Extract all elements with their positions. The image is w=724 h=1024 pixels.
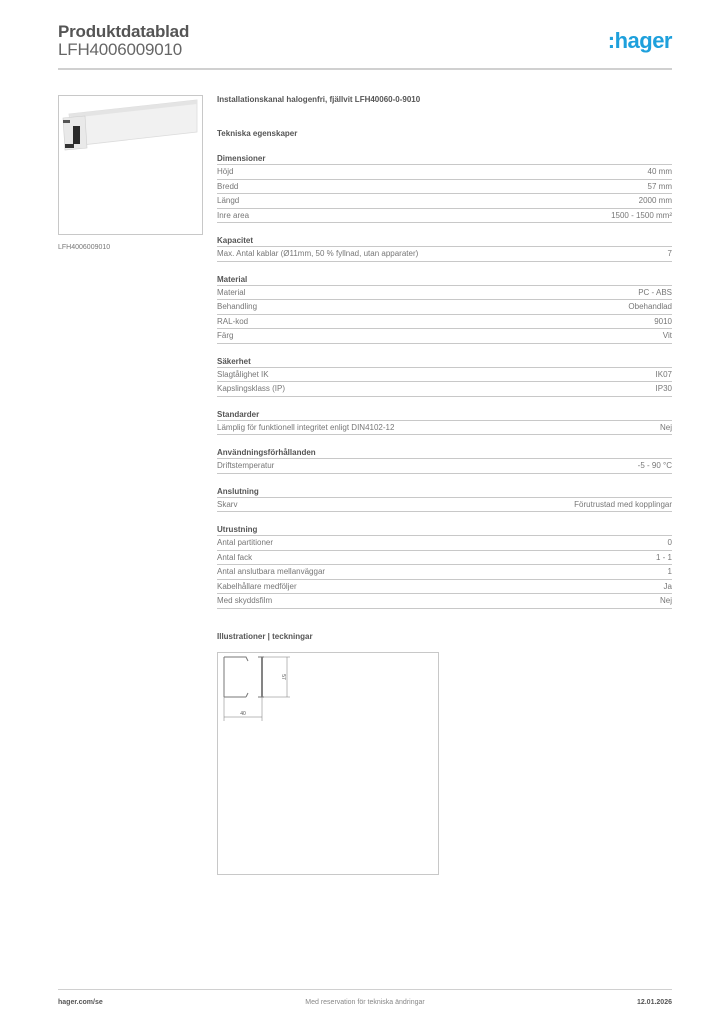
svg-text:57: 57 [280,674,286,680]
spec-label: Bredd [217,181,239,191]
spec-value: 1 [667,567,672,576]
spec-label: Material [217,287,246,297]
spec-label: Antal anslutbara mellanväggar [217,567,326,576]
spec-label: RAL-kod [217,316,249,326]
spec-value: 0 [667,538,672,547]
section-title: Kapacitet [217,235,672,247]
spec-row [217,300,672,315]
section-title: Användningsförhållanden [217,447,672,459]
spec-value: 1500 - 1500 mm² [611,210,672,220]
spec-label: Driftstemperatur [217,461,275,470]
image-caption: LFH4006009010 [58,244,111,251]
spec-value: IP30 [655,384,672,393]
spec-value: Förutrustad med kopplingar [574,499,672,509]
spec-value: Ja [663,581,672,591]
spec-section-standarder [217,409,672,436]
spec-label: Färg [217,331,234,340]
spec-value: PC - ABS [638,287,672,297]
spec-row [217,536,672,551]
spec-row [217,580,672,595]
spec-value: IK07 [655,369,672,379]
website-link[interactable]: hager.com/se [58,999,103,1006]
spec-label: Höjd [217,167,234,176]
spec-value: 40 mm [647,167,672,176]
spec-row [217,382,672,397]
spec-value: 9010 [654,316,672,326]
section-title: Material [217,274,672,286]
spec-row [217,498,672,513]
spec-row [217,194,672,209]
spec-row [217,594,672,609]
spec-value: -5 - 90 °C [637,461,672,470]
product-image [58,95,203,235]
spec-row [217,247,672,262]
spec-value: 57 mm [647,181,672,191]
spec-row [217,209,672,224]
spec-label: Kabelhållare medföljer [217,581,297,591]
spec-section-anslutning [217,486,672,513]
spec-value: Vit [662,331,672,340]
spec-row [217,368,672,383]
spec-section-utrustning [217,524,672,609]
section-title: Anslutning [217,486,672,498]
spec-row [217,286,672,301]
spec-value: Obehandlad [628,302,672,311]
section-title: Dimensioner [217,153,672,165]
svg-text:40: 40 [240,711,246,717]
product-code: LFH4006009010 [58,40,183,59]
page-header [58,22,672,70]
spec-row [217,421,672,436]
spec-value: Nej [659,422,672,432]
spec-label: Inre area [217,210,250,220]
spec-section-användningsförhållanden [217,447,672,474]
spec-row [217,165,672,180]
tech-properties-heading: Tekniska egenskaper [217,129,298,138]
spec-section-dimensioner [217,153,672,223]
spec-row [217,180,672,195]
spec-label: Med skyddsfilm [217,596,273,605]
spec-value: Nej [659,596,672,605]
spec-row [217,459,672,474]
spec-content [217,95,672,644]
footer-divider [58,989,672,990]
section-title: Utrustning [217,524,672,536]
header-divider [58,68,672,70]
document-date: 12.01.2026 [636,999,672,1006]
spec-label: Behandling [217,302,258,311]
document-title: Produktdatablad [58,22,190,41]
spec-row [217,565,672,580]
cable-trunking-icon [59,96,202,234]
spec-label: Slagtålighet IK [217,369,269,379]
illustrations-heading: Illustrationer | teckningar [217,631,313,641]
spec-label: Max. Antal kablar (Ø11mm, 50 % fyllnad, utan apparater) [217,249,419,258]
spec-section-kapacitet [217,235,672,262]
spec-label: Längd [217,196,240,205]
hager-logo: :hager [607,28,672,53]
spec-label: Skarv [217,499,238,509]
disclaimer: Med reservation för tekniska ändringar [305,999,425,1006]
spec-section-material [217,274,672,344]
spec-row [217,329,672,344]
spec-row [217,315,672,330]
spec-label: Kapslingsklass (IP) [217,384,286,393]
section-title: Säkerhet [217,356,672,368]
cross-section-drawing-icon [218,653,438,874]
spec-label: Antal partitioner [217,538,274,547]
spec-label: Antal fack [217,552,253,562]
section-title: Standarder [217,409,672,421]
spec-row [217,551,672,566]
spec-section-säkerhet [217,356,672,397]
technical-drawing [217,652,439,875]
spec-value: 1 - 1 [655,552,672,562]
spec-value: 2000 mm [638,196,672,205]
product-name: Installationskanal halogenfri, fjällvit LFH40060-0-9010 [217,95,421,104]
spec-value: 7 [667,249,672,258]
spec-label: Lämplig för funktionell integritet enligt DIN4102-12 [217,422,395,432]
spec-sections [217,153,672,609]
